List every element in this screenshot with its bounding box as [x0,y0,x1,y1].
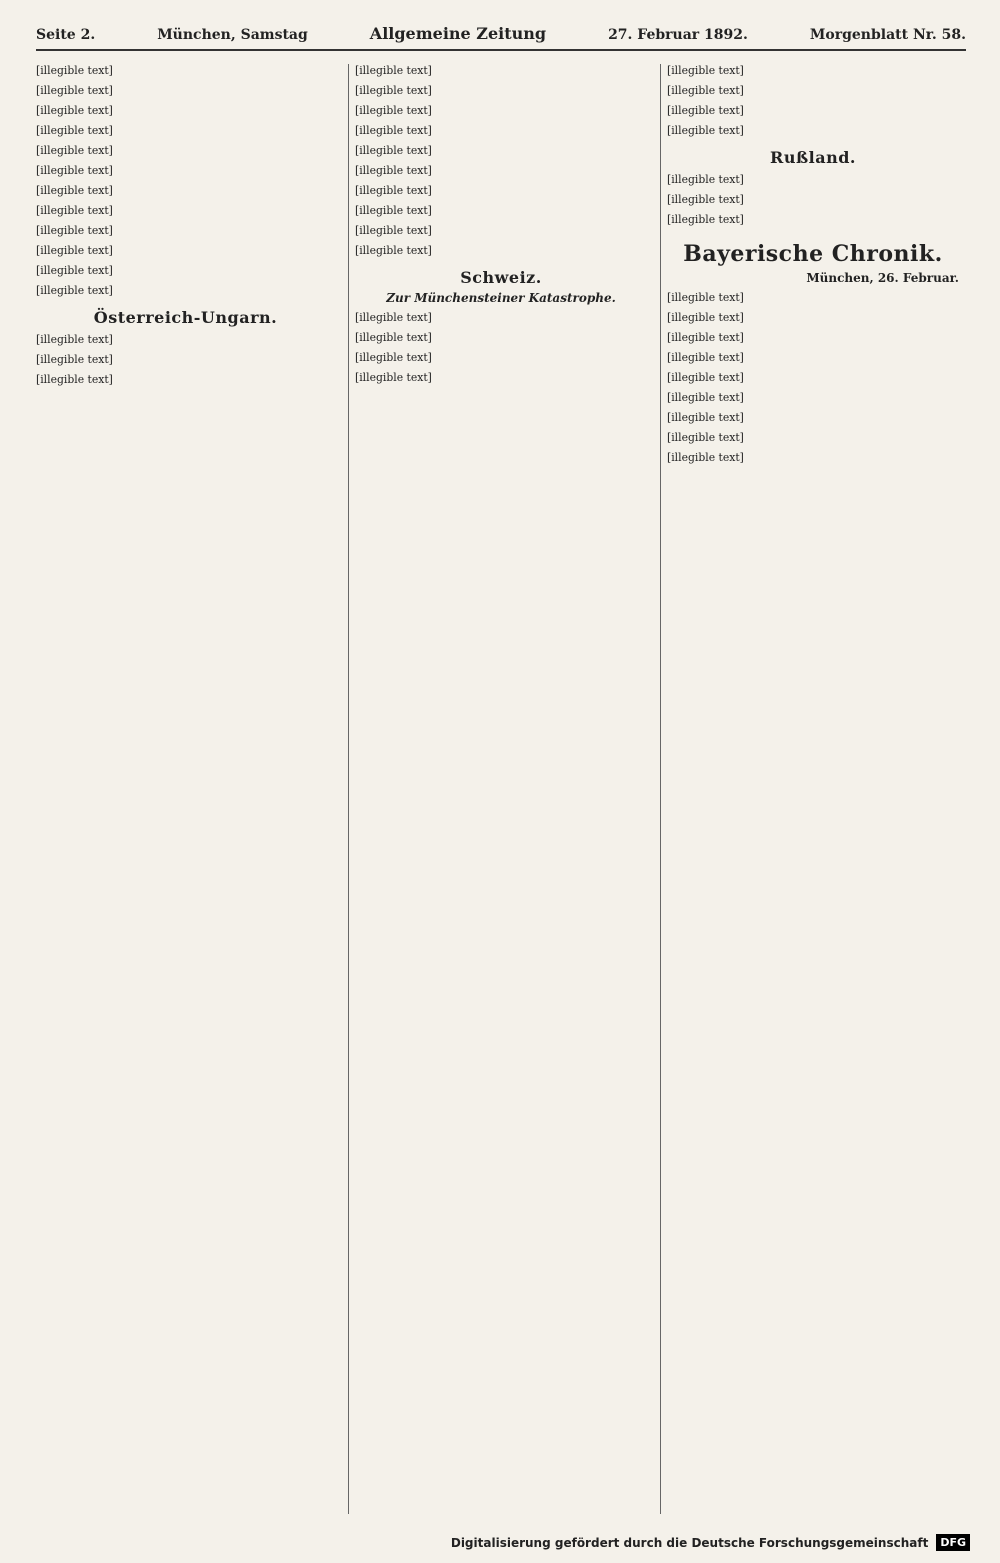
page-number: Seite 2. [36,27,96,43]
col2-paragraphs [355,64,647,258]
dfg-badge: DFG [936,1534,970,1551]
paragraph: [illegible text] [667,104,744,117]
paragraph: [illegible text] [36,144,113,157]
paragraph: [illegible text] [667,391,744,404]
col2-after [355,311,647,385]
paragraph: [illegible text] [355,84,432,97]
digitization-footer [30,1534,970,1551]
paragraph: [illegible text] [355,184,432,197]
col1-after [36,333,335,387]
column-middle [348,64,653,1514]
paragraph: [illegible text] [667,431,744,444]
newspaper-page [36,24,966,1524]
section-title-bavaria: Bayerische Chronik. [683,241,943,267]
newspaper-title: Allgemeine Zeitung [369,24,547,43]
article-columns [36,64,966,1514]
paragraph: [illegible text] [355,311,432,324]
paragraph: [illegible text] [36,64,113,77]
col3-paragraphs [667,64,959,138]
issue-date: 27. Februar 1892. [608,27,748,43]
dateline: München, 26. Februar. [806,271,959,285]
paragraph: [illegible text] [667,124,744,137]
edition-label: Morgenblatt Nr. 58. [809,27,966,43]
paragraph: [illegible text] [355,104,432,117]
paragraph: [illegible text] [667,411,744,424]
paragraph: [illegible text] [355,124,432,137]
col3-after [667,173,959,227]
section-title-russia: Rußland. [770,148,856,167]
paragraph: [illegible text] [36,84,113,97]
paragraph: [illegible text] [36,204,113,217]
paragraph: [illegible text] [36,164,113,177]
masthead [36,24,966,51]
paragraph: [illegible text] [667,193,744,206]
paragraph: [illegible text] [36,264,113,277]
paragraph: [illegible text] [667,64,744,77]
section-title-switzerland: Schweiz. [460,268,542,287]
masthead-date: München, Samstag [157,27,308,43]
paragraph: [illegible text] [355,224,432,237]
paragraph: [illegible text] [36,224,113,237]
paragraph: [illegible text] [355,204,432,217]
footer-credit: Digitalisierung gefördert durch die Deutsche Forschungsgemeinschaft [450,1535,929,1550]
paragraph: [illegible text] [667,291,744,304]
paragraph: [illegible text] [36,333,113,346]
col1-paragraphs [36,64,335,298]
paragraph: [illegible text] [355,164,432,177]
column-left [36,64,341,1514]
paragraph: [illegible text] [36,284,113,297]
paragraph: [illegible text] [667,331,744,344]
column-right [660,64,965,1514]
paragraph: [illegible text] [667,351,744,364]
paragraph: [illegible text] [36,104,113,117]
paragraph: [illegible text] [667,213,744,226]
paragraph: [illegible text] [667,311,744,324]
paragraph: [illegible text] [667,84,744,97]
paragraph: [illegible text] [667,371,744,384]
paragraph: [illegible text] [36,353,113,366]
paragraph: [illegible text] [667,173,744,186]
paragraph: [illegible text] [355,144,432,157]
paragraph: [illegible text] [36,184,113,197]
paragraph: [illegible text] [36,373,113,386]
paragraph: [illegible text] [355,244,432,257]
section-title-austria: Österreich-Ungarn. [93,308,278,327]
paragraph: [illegible text] [355,331,432,344]
paragraph: [illegible text] [36,244,113,257]
paragraph: [illegible text] [355,351,432,364]
col3-after2 [667,291,959,465]
section-subtitle: Zur Münchensteiner Katastrophe. [386,291,616,305]
paragraph: [illegible text] [355,371,432,384]
paragraph: [illegible text] [667,451,744,464]
paragraph: [illegible text] [36,124,113,137]
paragraph: [illegible text] [355,64,432,77]
